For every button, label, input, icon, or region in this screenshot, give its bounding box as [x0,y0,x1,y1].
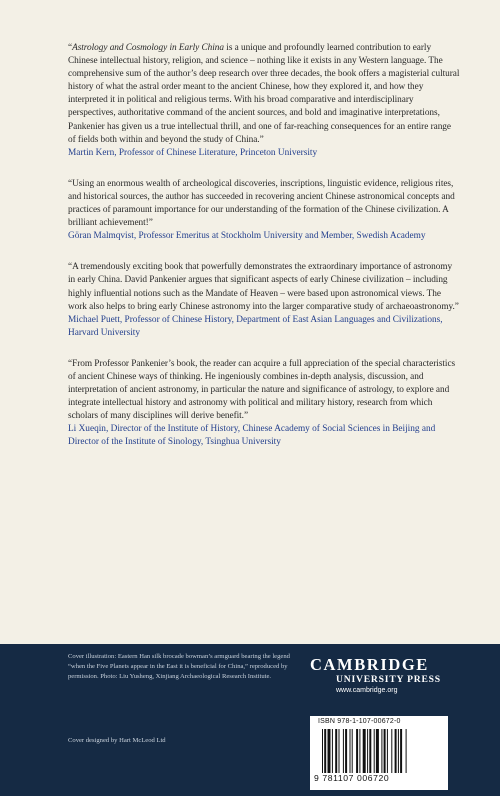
endorsement-1 [68,42,460,160]
cover-designer-credit: Cover designed by Hart McLeod Ltd [68,737,166,744]
endorsement-quote: “From Professor Pankenier’s book, the reader can acquire a full appreciation of the special characteristics of ancient Chinese ways of thinking. He ingeniously combines in-depth analysis, discussion, and interpretation of ancient astronomy, in particular the nature and significance of astrology, to explore and integrate intellectual history and astronomy with political and military history, research from which scholars of many disciplines will derive benefit.” [68,358,456,422]
endorsement-4 [68,358,460,450]
book-title: Astrology and Cosmology in Early China [72,43,225,53]
barcode-icon [322,729,440,773]
endorsement-attribution: Martin Kern, Professor of Chinese Literature, Princeton University [68,147,318,158]
publisher-subtitle: UNIVERSITY PRESS [336,674,441,685]
publisher-name: CAMBRIDGE [310,655,429,674]
endorsement-attribution: Li Xueqin, Director of the Institute of History, Chinese Academy of Social Sciences in Beijing and Director of the Institute of Sinology, Tsinghua University [68,424,436,448]
cover-illustration-caption: Cover illustration: Eastern Han silk brocade bowman’s armguard bearing the legend “when the Five Planets appear in the East it is beneficial for China,” reproduced by permission. Photo: Liu Yusheng, Xinjiang Archaeological Research Institute. [68,653,290,681]
endorsement-quote: “A tremendously exciting book that powerfully demonstrates the extraordinary importance of astronomy in early China. David Pankenier argues that significant aspects of early Chinese civilization – including highly influential notions such as the Mandate of Heaven – were based upon astronomical views. The work also helps to bring early Chinese astronomy into the larger comparative study of archaeoastronomy.” [68,262,459,312]
cover-footer [0,644,500,796]
endorsement-3 [68,261,460,340]
endorsement-quote: “Using an enormous wealth of archeological discoveries, inscriptions, linguistic evidence, religious rites, and historical sources, the author has succeeded in recovering ancient Chinese astronomical concepts and practices of paramount importance for our understanding of the formation of the Chinese civilization. A brilliant achievement!” [68,178,455,229]
endorsement-attribution: Michael Puett, Professor of Chinese History, Department of East Asian Languages and Civilizations, Harvard University [68,314,443,338]
endorsement-attribution: Göran Malmqvist, Professor Emeritus at Stockholm University and Member, Swedish Academy [68,231,426,242]
endorsement-2 [68,178,460,243]
isbn-label: ISBN 978-1-107-00672-0 [318,718,401,725]
isbn-barcode [310,716,448,790]
publisher-logo [310,656,450,696]
endorsements [68,42,460,468]
publisher-url: www.cambridge.org [336,687,398,694]
endorsement-quote: “Astrology and Cosmology in Early China is a unique and profoundly learned contribution to early Chinese intellectual history, religion, and science – nothing like it exists in any Western language. The comprehensive sum of the author’s deep research over three decades, the book offers a magisterial cultural history of what the astral order meant to the ancient Chinese, how they explored it, and how they interpreted it in political and religious terms. With his broad comparative and interdisciplinary perspectives, authoritative command of the ancient sources, and bold and imaginative interpretations, Pankenier has given us a true intellectual thrill, and one of far-reaching consequences for an entire range of fields both within and beyond the study of China.” [68,43,460,145]
barcode-number: 9 781107 006720 [314,773,390,783]
